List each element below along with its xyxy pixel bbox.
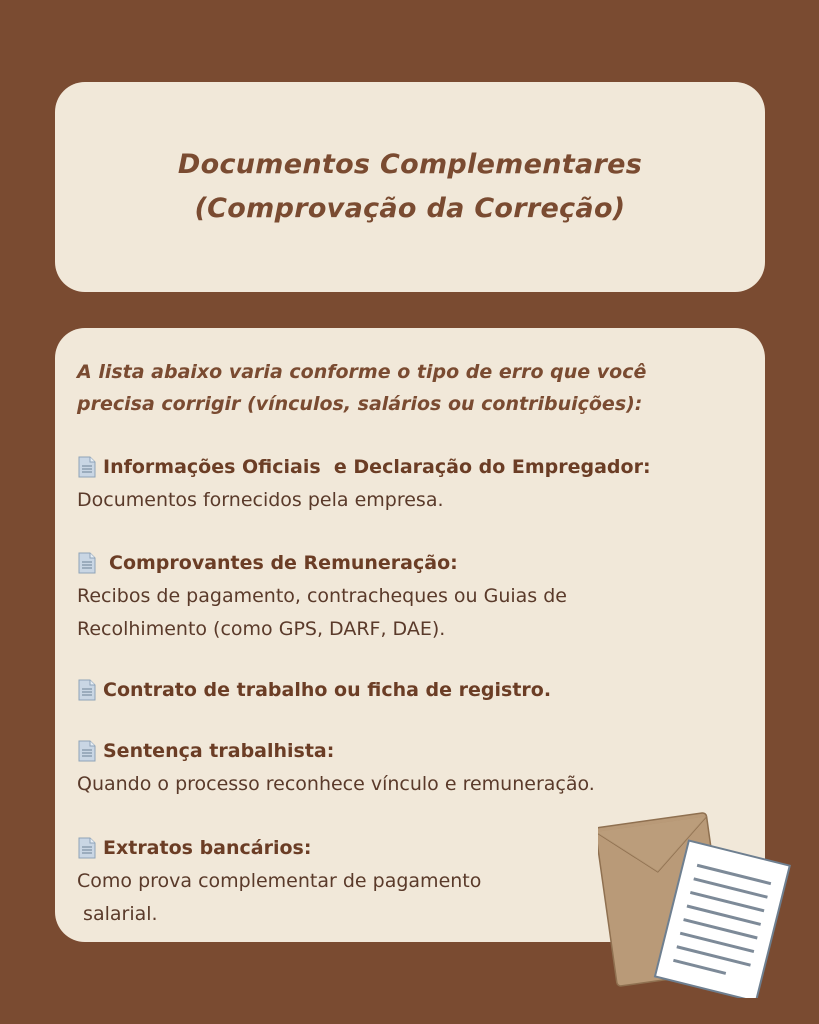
item-heading: Informações Oficiais e Declaração do Empregador: bbox=[103, 456, 651, 478]
document-icon bbox=[77, 552, 97, 574]
document-icon bbox=[77, 740, 97, 762]
list-item bbox=[77, 546, 757, 646]
item-description: Documentos fornecidos pela empresa. bbox=[77, 489, 444, 511]
document-icon bbox=[77, 837, 97, 859]
list-item bbox=[77, 450, 757, 517]
intro-line: A lista abaixo varia conforme o tipo de erro que você bbox=[77, 361, 647, 383]
item-description: Recibos de pagamento, contracheques ou Guias de bbox=[77, 585, 567, 607]
item-description: Quando o processo reconhece vínculo e remuneração. bbox=[77, 773, 595, 795]
item-description: Recolhimento (como GPS, DARF, DAE). bbox=[77, 618, 446, 640]
document-icon bbox=[77, 679, 97, 701]
list-item bbox=[77, 734, 757, 801]
item-description: salarial. bbox=[77, 903, 158, 925]
item-description: Como prova complementar de pagamento bbox=[77, 870, 482, 892]
item-heading: Sentença trabalhista: bbox=[103, 740, 335, 762]
list-item bbox=[77, 673, 757, 707]
item-heading: Extratos bancários: bbox=[103, 837, 312, 859]
envelope-with-document-icon bbox=[598, 802, 794, 998]
page-subtitle: (Comprovação da Correção) bbox=[194, 193, 626, 224]
intro-line: precisa corrigir (vínculos, salários ou contribuições): bbox=[77, 393, 643, 415]
title-card bbox=[55, 82, 765, 292]
item-heading: Contrato de trabalho ou ficha de registro. bbox=[103, 679, 552, 701]
page-title: Documentos Complementares bbox=[177, 149, 643, 180]
item-heading: Comprovantes de Remuneração: bbox=[109, 552, 458, 574]
intro-text bbox=[77, 356, 747, 420]
document-icon bbox=[77, 456, 97, 478]
